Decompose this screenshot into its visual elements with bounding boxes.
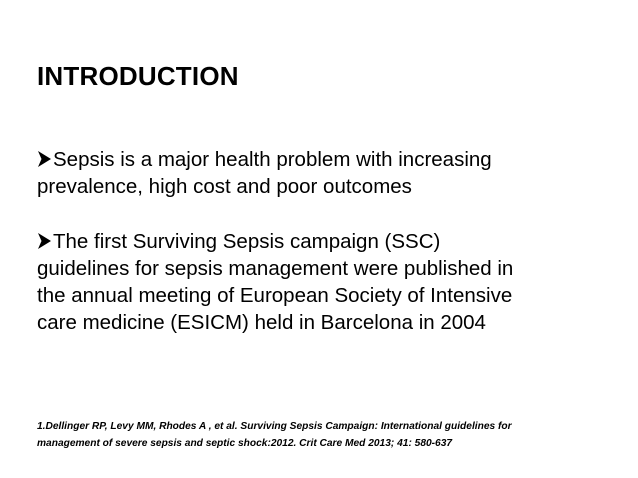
bullet-point-sepsis: [37, 146, 607, 200]
slide-title: INTRODUCTION: [37, 61, 239, 91]
bullet-line: the annual meeting of European Society of Intensive: [37, 284, 513, 307]
bullet-text: Sepsis is a major health problem with increasing: [53, 148, 492, 171]
arrow-bullet-icon: [37, 150, 52, 168]
arrow-bullet-icon: [37, 232, 52, 250]
bullet-line: prevalence, high cost and poor outcomes: [37, 175, 412, 198]
bullet-line: [37, 228, 607, 255]
bullet-line: guidelines for sepsis management were published in: [37, 257, 514, 280]
reference-line: management of severe sepsis and septic shock:2012. Crit Care Med 2013; 41: 580-637: [37, 438, 453, 449]
reference-line: 1.Dellinger RP, Levy MM, Rhodes A , et al. Surviving Sepsis Campaign: International guidelines for: [37, 421, 512, 432]
reference-citation: [37, 418, 617, 452]
bullet-point-ssc-guidelines: [37, 228, 607, 336]
bullet-line: [37, 146, 607, 173]
bullet-text: The first Surviving Sepsis campaign (SSC): [53, 230, 441, 253]
bullet-line: care medicine (ESICM) held in Barcelona in 2004: [37, 311, 486, 334]
